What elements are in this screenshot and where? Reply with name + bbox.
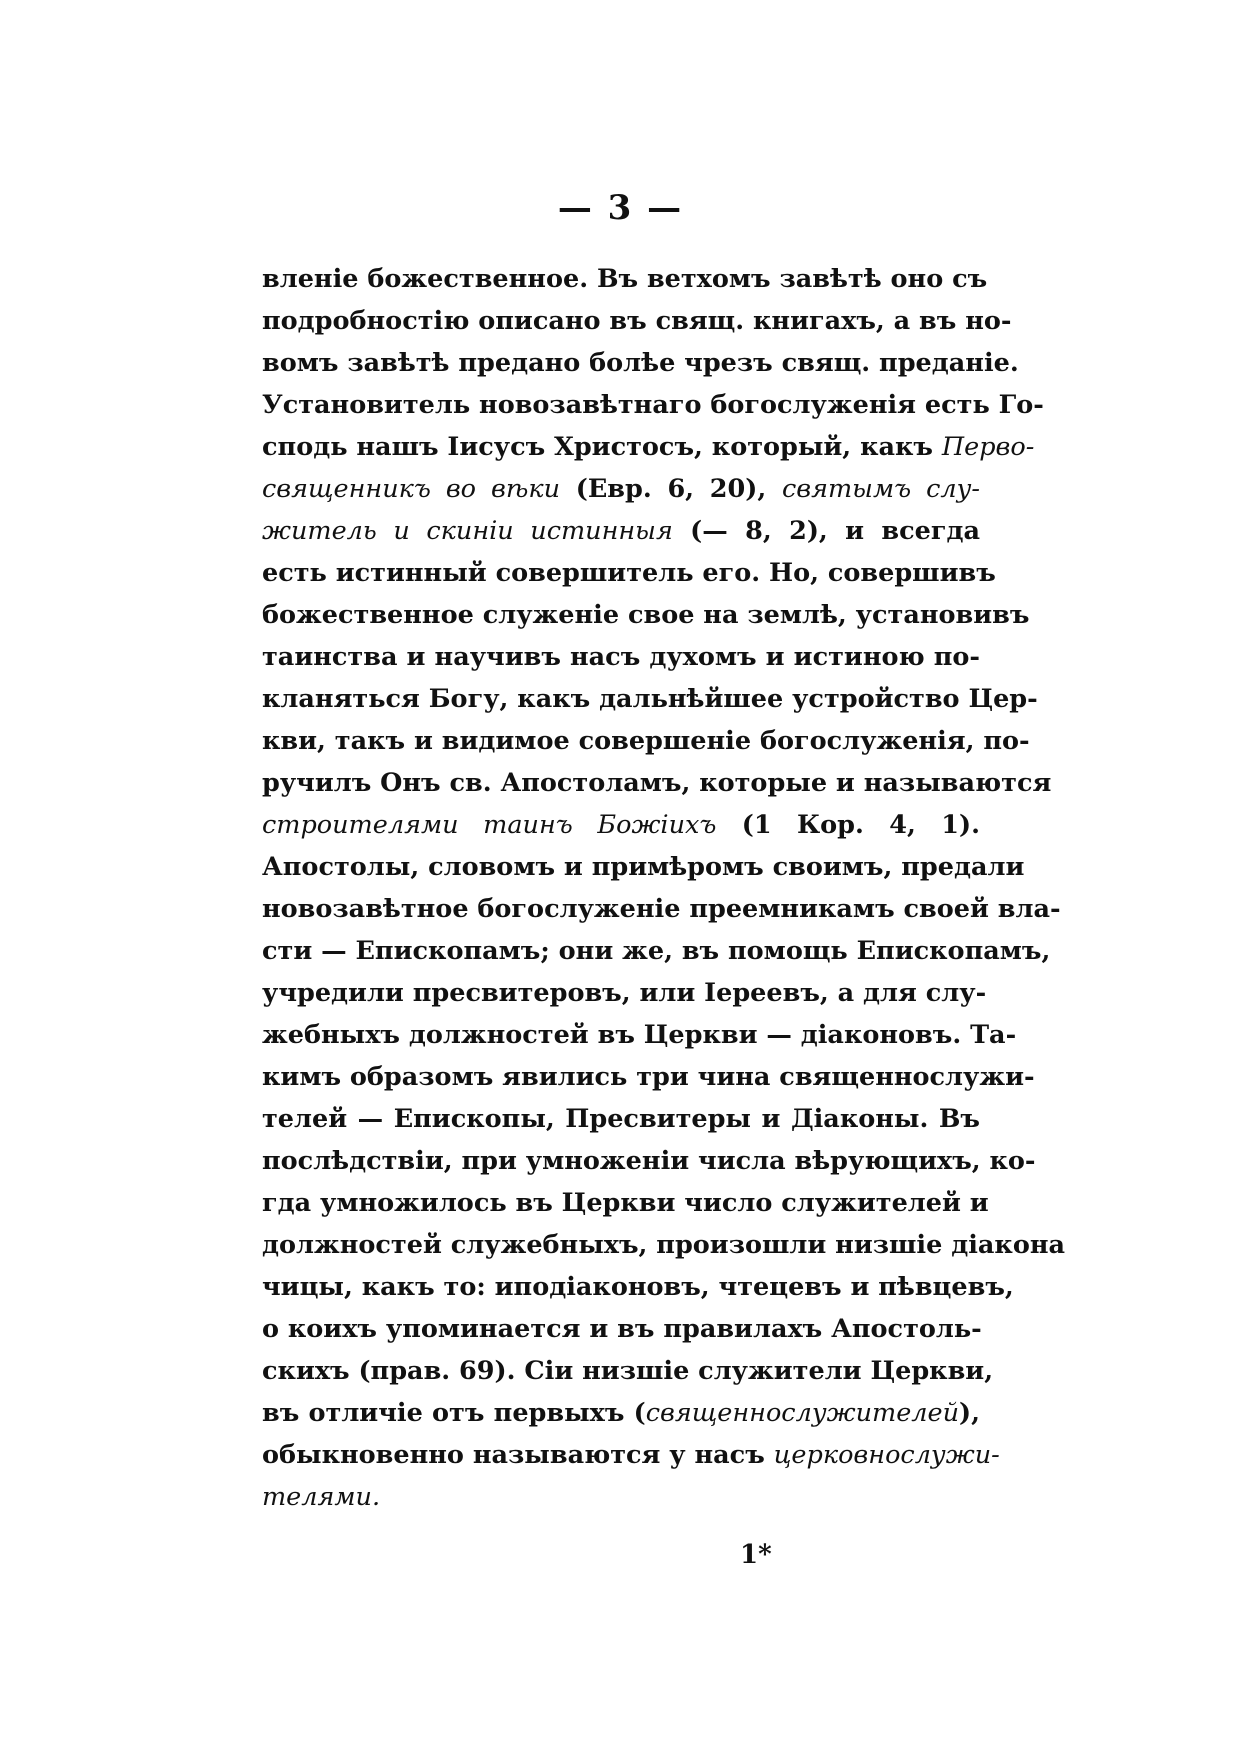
text-line [262, 888, 1061, 930]
text-line [262, 384, 1044, 426]
page-number: — 3 — [557, 188, 684, 228]
italic-text: строителями таинъ Божіихъ [262, 810, 717, 840]
text-line [262, 1182, 989, 1224]
text-line [262, 300, 1012, 342]
body-text-segment: кимъ образомъ явились три чина священнослужи- [262, 1062, 1035, 1092]
body-text-segment: (Евр. 6, 20), [560, 474, 782, 504]
text-line [262, 1350, 994, 1392]
text-line [262, 762, 1052, 804]
text-line [262, 1434, 1000, 1476]
text-line [262, 930, 1051, 972]
italic-text: священникъ во вѣки [262, 474, 561, 504]
text-line [262, 1098, 980, 1140]
text-line [262, 972, 987, 1014]
text-line [262, 1056, 1035, 1098]
text-line [262, 426, 1035, 468]
body-text-segment: таинства и научивъ насъ духомъ и истиною по- [262, 642, 980, 672]
text-line [262, 804, 980, 846]
text-line [262, 342, 1019, 384]
body-text-segment: божественное служеніе свое на землѣ, установивъ [262, 600, 1030, 630]
body-text-segment: Установитель новозавѣтнаго богослуженія есть Го- [262, 390, 1044, 420]
text-line [262, 468, 980, 510]
body-text-segment: чицы, какъ то: иподіаконовъ, чтецевъ и пѣвцевъ, [262, 1272, 1014, 1302]
italic-text: священнослужителей [645, 1398, 960, 1428]
text-line [262, 1392, 980, 1434]
text-line [262, 1308, 980, 1350]
text-line [262, 1266, 1014, 1308]
italic-text: телями. [262, 1482, 381, 1512]
body-text-segment: скихъ (прав. 69). Сіи низшіе служители Церкви, [262, 1356, 994, 1386]
body-text [262, 258, 1066, 1518]
text-line [262, 1140, 1036, 1182]
body-text-segment: есть истинный совершитель его. Но, совершивъ [262, 558, 996, 588]
body-text-segment: (— 8, 2), и всегда [672, 516, 980, 546]
text-line [262, 1224, 1066, 1266]
italic-text: житель и скиніи истинныя [262, 516, 673, 546]
body-text-segment: учредили пресвитеровъ, или Іереевъ, а для слу- [262, 978, 987, 1008]
body-text-segment: сти — Епископамъ; они же, въ помощь Епископамъ, [262, 936, 1051, 966]
signature-mark: 1* [740, 1540, 772, 1570]
body-text-segment: телей — Епископы, Пресвитеры и Діаконы. Въ [262, 1104, 980, 1134]
body-text-segment: о коихъ упоминается и въ правилахъ Апостоль- [262, 1314, 982, 1344]
body-text-segment: кви, такъ и видимое совершеніе богослуженія, по- [262, 726, 1030, 756]
italic-text: церковнослужи- [773, 1440, 1000, 1470]
body-text-segment: (1 Кор. 4, 1). [716, 810, 980, 840]
body-text-segment: сподь нашъ Іисусъ Христосъ, который, какъ [262, 432, 942, 462]
text-line [262, 846, 1025, 888]
text-line [262, 678, 1038, 720]
body-text-segment: послѣдствіи, при умноженіи числа вѣрующихъ, ко- [262, 1146, 1036, 1176]
body-text-segment: ), [959, 1398, 980, 1428]
body-text-segment: жебныхъ должностей въ Церкви — діаконовъ. Та- [262, 1020, 1017, 1050]
text-line [262, 258, 988, 300]
body-text-segment: обыкновенно называются у насъ [262, 1440, 774, 1470]
body-text-segment: вленіе божественное. Въ ветхомъ завѣтѣ оно съ [262, 264, 988, 294]
body-text-segment: должностей служебныхъ, произошли низшіе діакона [262, 1230, 1066, 1260]
text-line [262, 636, 980, 678]
body-text-segment: гда умножилось въ Церкви число служителей и [262, 1188, 989, 1218]
text-line [262, 594, 1030, 636]
italic-text: Перво- [941, 432, 1035, 462]
body-text-segment: подробностію описано въ свящ. книгахъ, а въ но- [262, 306, 1012, 336]
body-text-segment: вомъ завѣтѣ предано болѣе чрезъ свящ. преданіе. [262, 348, 1019, 378]
text-line [262, 1014, 1017, 1056]
text-line [262, 552, 996, 594]
body-text-segment: въ отличіе отъ первыхъ ( [262, 1398, 646, 1428]
body-text-segment: ручилъ Онъ св. Апостоламъ, которые и называются [262, 768, 1052, 798]
italic-text: святымъ слу- [782, 474, 980, 504]
body-text-segment: Апостолы, словомъ и примѣромъ своимъ, предали [262, 852, 1025, 882]
body-text-segment: новозавѣтное богослуженіе преемникамъ своей вла- [262, 894, 1061, 924]
text-line [262, 1476, 980, 1518]
text-line [262, 720, 1030, 762]
body-text-segment: кланяться Богу, какъ дальнѣйшее устройство Цер- [262, 684, 1038, 714]
text-line [262, 510, 980, 552]
